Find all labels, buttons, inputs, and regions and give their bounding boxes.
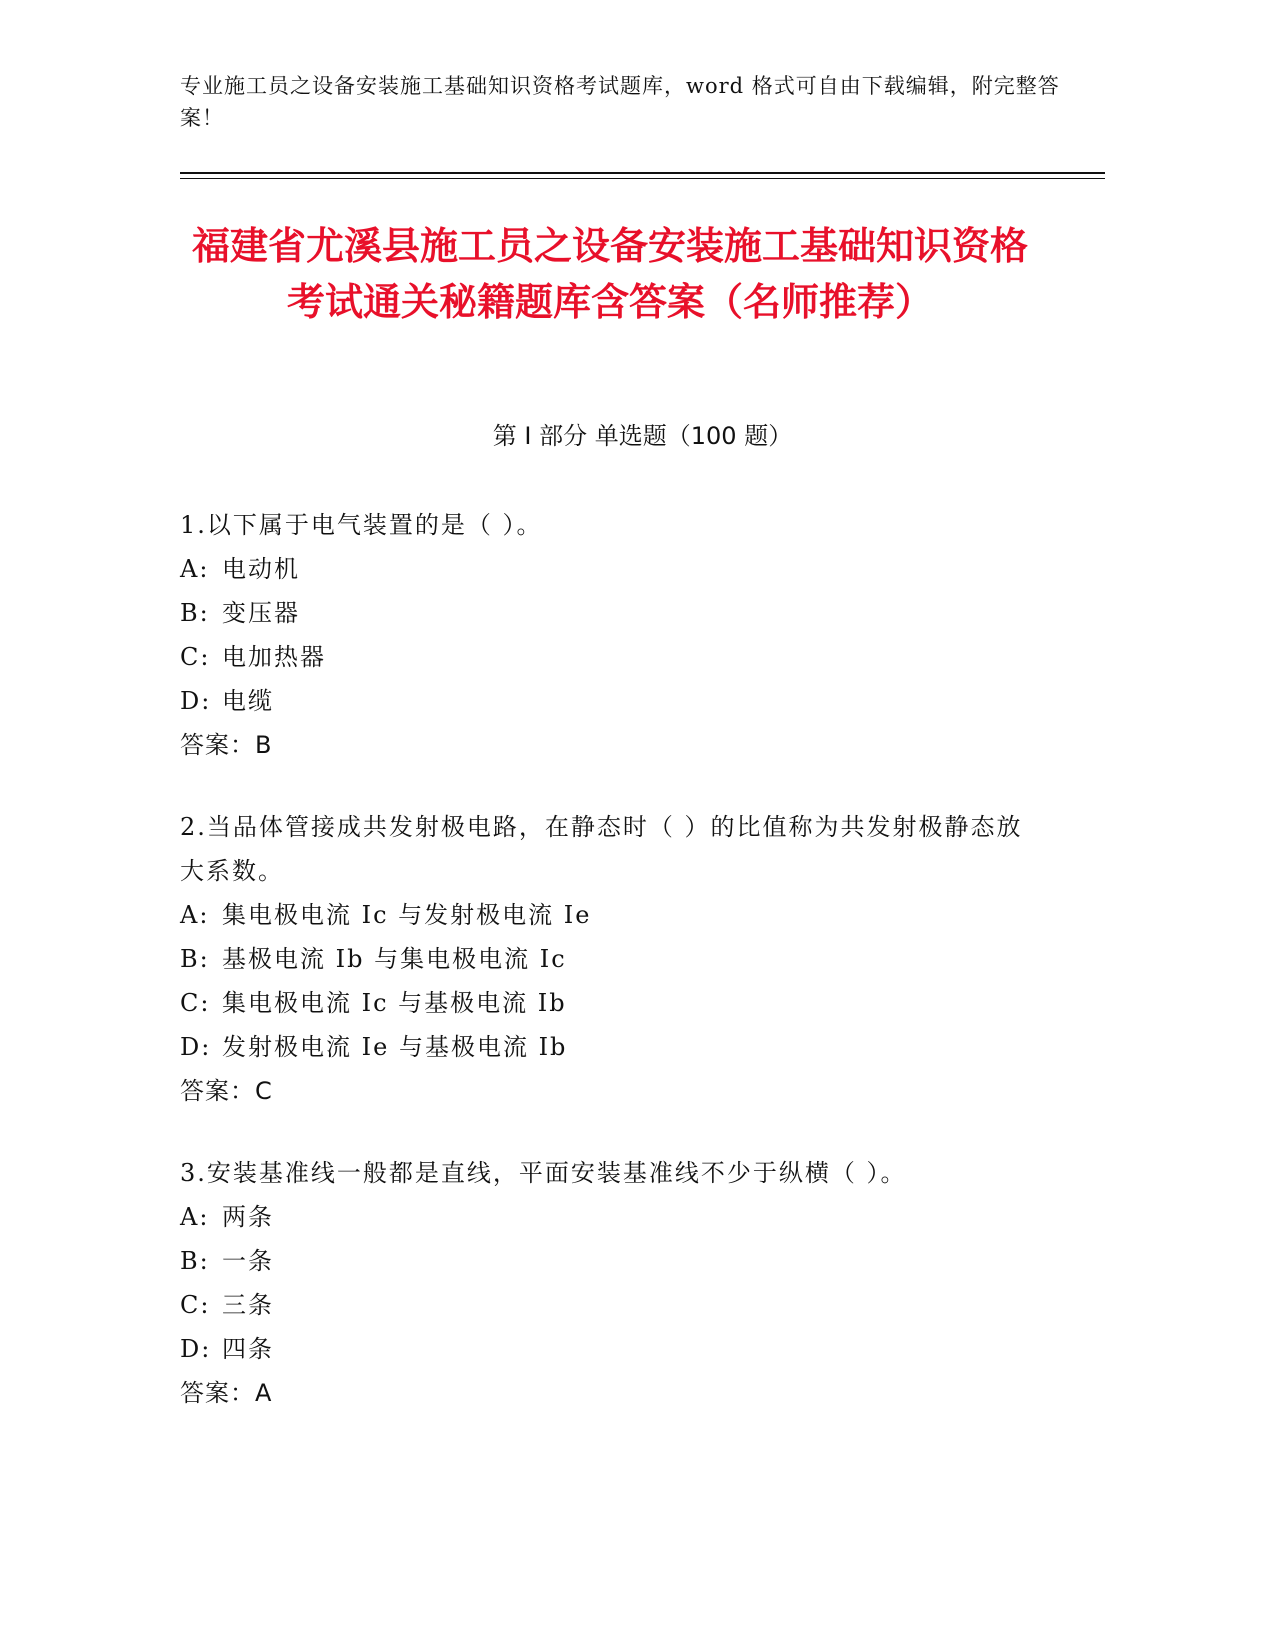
answer-line: 答案：C [180,1077,273,1105]
option-key: D: [180,1033,212,1061]
option-text: 变压器 [222,599,300,627]
option-text: 四条 [222,1335,274,1363]
option-c [180,981,1030,1025]
option-a [180,547,1030,591]
header-note: 专业施工员之设备安装施工基础知识资格考试题库，word 格式可自由下载编辑，附完整答案！ [180,74,1060,130]
option-key: B: [180,599,210,627]
option-key: D: [180,1335,212,1363]
option-c [180,635,1030,679]
option-b [180,591,1030,635]
option-text: 基极电流 Ib 与集电极电流 Ic [222,945,567,973]
option-text: 一条 [222,1247,274,1275]
question-stem: 2.当品体管接成共发射极电路，在静态时（ ）的比值称为共发射极静态放大系数。 [180,813,1023,885]
option-key: B: [180,1247,210,1275]
question-3 [180,1151,1030,1415]
question-stem: 1.以下属于电气装置的是（ ）。 [180,511,543,539]
option-d [180,1025,1030,1069]
option-d [180,1327,1030,1371]
option-text: 电缆 [222,687,274,715]
option-a [180,1195,1030,1239]
option-key: A: [180,555,210,583]
question-stem: 3.安装基准线一般都是直线，平面安装基准线不少于纵横（ ）。 [180,1159,907,1187]
document-title: 福建省尤溪县施工员之设备安装施工基础知识资格考试通关秘籍题库含答案（名师推荐） [191,224,1028,324]
section-title: 第 I 部分 单选题（100 题） [492,422,793,450]
option-b [180,1239,1030,1283]
question-1 [180,503,1030,767]
option-key: A: [180,1203,210,1231]
option-d [180,679,1030,723]
option-a [180,893,1030,937]
option-b [180,937,1030,981]
answer-line: 答案：B [180,731,273,759]
header-rule-thick [180,172,1105,174]
option-text: 集电极电流 Ic 与发射极电流 Ie [222,901,592,929]
option-key: A: [180,901,210,929]
question-2 [180,805,1030,1113]
answer-line: 答案：A [180,1379,273,1407]
option-c [180,1283,1030,1327]
option-text: 两条 [222,1203,274,1231]
option-text: 三条 [222,1291,274,1319]
option-key: B: [180,945,210,973]
option-text: 电动机 [222,555,300,583]
question-list [180,503,1030,1453]
header-rule-thin [180,178,1105,179]
option-text: 电加热器 [222,643,326,671]
option-key: C: [180,1291,211,1319]
option-text: 发射极电流 Ie 与基极电流 Ib [222,1033,568,1061]
option-key: D: [180,687,212,715]
option-key: C: [180,643,211,671]
option-key: C: [180,989,211,1017]
option-text: 集电极电流 Ic 与基极电流 Ib [222,989,567,1017]
